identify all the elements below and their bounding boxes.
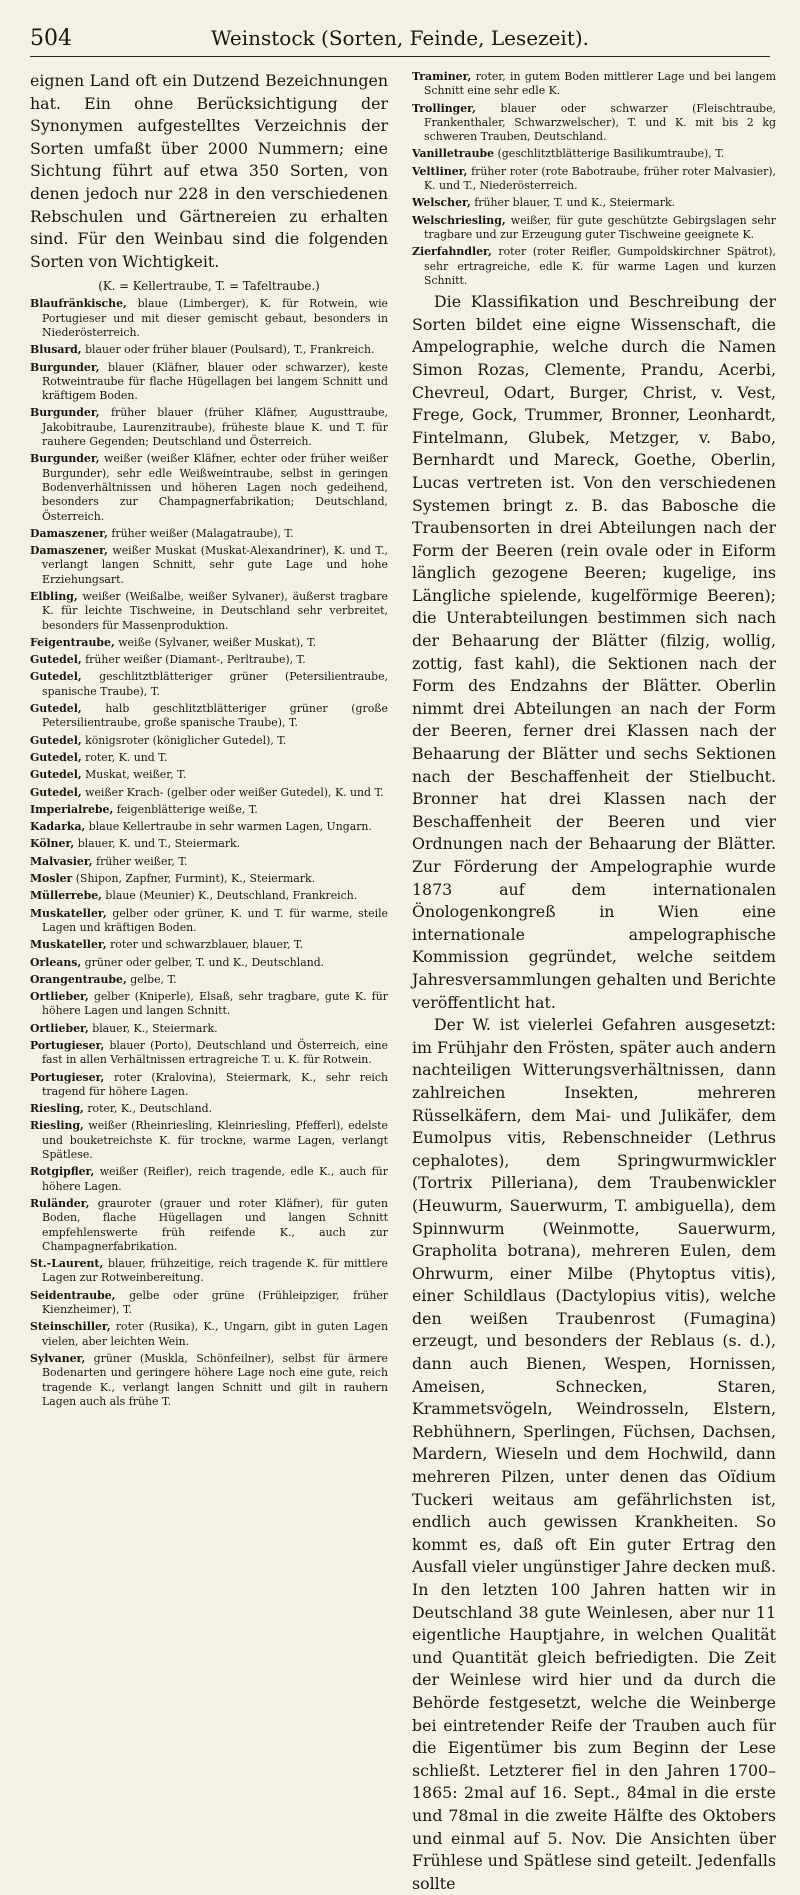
variety-entry	[30, 820, 388, 834]
variety-description: gelber (Kniperle), Elsaß, sehr tragbare, gute K. für höhere Lagen und langen Schnitt.	[42, 990, 388, 1018]
variety-entry	[30, 343, 388, 357]
variety-description: früher weißer (Malagatraube), T.	[111, 526, 294, 540]
variety-name: Gutedel,	[30, 768, 82, 782]
page-header	[30, 22, 770, 57]
intro-paragraph: eignen Land oft ein Dutzend Bezeichnungen hat. Ein ohne Berücksichtigung der Synonymen aufgestelltes Verzeichnis der Sorten umfaßt über 2000 Nummern; eine Sichtung führt auf etwa 350 Sorten, von denen jedoch nur 228 in den verschiedenen Rebschulen und Gärtnereien zu erhalten sind. Für den Weinbau sind die folgenden Sorten von Wichtigkeit.	[30, 71, 388, 271]
variety-name: Damaszener,	[30, 544, 108, 558]
variety-entry	[30, 855, 388, 869]
variety-entry	[30, 1119, 388, 1162]
variety-name: Riesling,	[30, 1102, 84, 1116]
variety-description: feigenblätterige weiße, T.	[116, 802, 258, 816]
abbreviation-legend: (K. = Kellertraube, T. = Tafeltraube.)	[98, 279, 320, 294]
variety-entry	[30, 670, 388, 699]
variety-entry	[30, 751, 388, 765]
variety-entry	[30, 1352, 388, 1409]
variety-name: Welschriesling,	[412, 213, 506, 227]
variety-name: Muskateller,	[30, 938, 107, 952]
variety-entry	[30, 702, 388, 731]
variety-description: weißer (Weißalbe, weißer Sylvaner), äußerst tragbare K. für leichte Tischweine, in Deutschland sehr verbreitet, besonders für Massenproduktion.	[42, 589, 389, 632]
variety-description: blaue (Meunier) K., Deutschland, Frankreich.	[105, 889, 358, 903]
variety-description: weißer (Reifler), reich tragende, edle K., auch für höhere Lagen.	[42, 1165, 388, 1193]
right-column	[412, 70, 777, 1893]
variety-entry	[30, 1257, 388, 1286]
variety-description: blauer, K. und T., Steiermark.	[77, 837, 241, 851]
variety-name: Elbling,	[30, 589, 78, 603]
variety-name: Welscher,	[412, 196, 471, 210]
variety-entry	[30, 803, 388, 817]
variety-entry	[412, 245, 776, 288]
variety-name: Burgunder,	[30, 360, 100, 374]
variety-name: Gutedel,	[30, 785, 82, 799]
variety-entry	[30, 973, 388, 987]
variety-description: roter (roter Reifler, Gumpoldskirchner Spätrot), sehr ertragreiche, edle K. für warme Lagen und kurzen Schnitt.	[424, 245, 776, 287]
variety-description: gelbe oder grüne (Frühleipziger, früher Kienzheimer), T.	[42, 1288, 388, 1317]
variety-entry	[30, 636, 388, 650]
variety-description: roter, K., Deutschland.	[87, 1102, 213, 1116]
variety-entry	[30, 1320, 388, 1349]
variety-description: gelbe, T.	[130, 972, 177, 986]
variety-name: Mosler	[30, 872, 73, 886]
variety-name: Orangentraube,	[30, 972, 127, 986]
variety-description: blaue Kellertraube in sehr warmen Lagen, Ungarn.	[88, 820, 372, 834]
pests-paragraph: Der W. ist vielerlei Gefahren ausgesetzt: im Frühjahr den Frösten, später auch andern nachteiligen Witterungsverhältnissen, dann zahlreichen Insekten, mehreren Rüsselkäfern, dem Mai- und Julikäfer, dem Eumolpus vitis, Rebenschneider (Lethrus cephalotes), dem Springwurmwickler (Tortrix Pilleriana), dem Traubenwickler (Heuwurm, Sauerwurm, T. ambiguella), dem Spinnwurm (Weinmotte, Sauerwurm, Grapholita botrana), mehreren Eulen, dem Ohrwurm, einer Milbe (Phytoptus vitis), einer Schildlaus (Dactylopius vitis), welche den weißen Traubenrost (Fumagina) erzeugt, und besonders der Reblaus (s. d.), dann auch Bienen, Wespen, Hornissen, Ameisen, Schnecken, Staren, Krammetsvögeln, Weindrosseln, Elstern, Rebhühnern, Sperlingen, Füchsen, Dachsen, Mardern, Wieseln und dem Hochwild, dann mehreren Pilzen, unter denen das Oïdium Tuckeri weitaus am gefährlichsten ist, endlich auch gewissen Krankheiten. So kommt es, daß oft Ein guter Ertrag den Ausfall vieler ungünstiger Jahre decken muß. In den letzten 100 Jahren hatten wir in Deutschland 38 gute Weinlesen, aber nur 11 eigentliche Hauptjahre, in welchen Qualität und Quantität gleich befriedigten. Die Zeit der Weinlese wird hier und da durch die Behörde festgesetzt, welche die Weinberge bei eintretender Reife der Trauben auch für die Eigentümer bis zum Beginn der Lese schließt. Letzterer fiel in den Jahren 1700–1865: 2mal auf 16. Sept., 84mal in die erste und 78mal in die zweite Hälfte des Oktobers und einmal auf 5. Nov. Die Ansichten über Frühlese und Spätlese sind geteilt. Jedenfalls sollte	[412, 1015, 776, 1893]
variety-name: Steinschiller,	[30, 1320, 111, 1334]
variety-entry	[412, 147, 776, 161]
variety-name: Ruländer,	[30, 1196, 90, 1210]
page-number: 504	[30, 26, 72, 51]
variety-description: blauer oder schwarzer (Fleischtraube, Frankenthaler, Schwarzwelscher), T. und K. mit bis 2 kg schweren Trauben, Deutschland.	[424, 101, 776, 144]
variety-entry	[30, 406, 388, 449]
variety-entry	[30, 544, 388, 587]
variety-entry	[30, 1022, 388, 1036]
variety-entry	[412, 214, 776, 243]
variety-entry	[30, 590, 388, 633]
variety-entry	[30, 734, 388, 748]
variety-description: grauroter (grauer und roter Kläfner), für guten Boden, flache Hügellagen und langen Schnitt empfehlenswerte früh reifende K., auch zur Champagnerfabrikation.	[42, 1196, 388, 1253]
variety-name: Kadarka,	[30, 820, 86, 834]
variety-name: Riesling,	[30, 1119, 84, 1133]
variety-name: Burgunder,	[30, 452, 100, 466]
variety-entry	[30, 889, 388, 903]
variety-description: weißer Muskat (Muskat-Alexandriner), K. und T., verlangt langen Schnitt, sehr gute Lage und hohe Erziehungsart.	[42, 544, 388, 586]
variety-name: Kölner,	[30, 837, 75, 851]
variety-name: Orleans,	[30, 955, 82, 969]
variety-name: St.-Laurent,	[30, 1257, 104, 1271]
variety-name: Blusard,	[30, 343, 82, 357]
variety-name: Zierfahndler,	[412, 245, 492, 259]
variety-entry	[30, 361, 388, 404]
variety-entry	[30, 956, 388, 970]
variety-description: früher weißer (Diamant-, Perltraube), T.	[85, 653, 306, 667]
variety-name: Blaufränkische,	[30, 297, 127, 311]
ampelography-paragraph: Die Klassifikation und Beschreibung der Sorten bildet eine eigne Wissenschaft, die Ampelographie, welche durch die Namen Simon Rozas, Clemente, Prandu, Acerbi, Chevreul, Odart, Burger, Christ, v. Vest, Frege, Gock, Trummer, Bronner, Leonhardt, Fintelmann, Glubek, Metzger, v. Babo, Bernhardt und Mareck, Goethe, Oberlin, Lucas vertreten ist. Von den verschiedenen Systemen bringt z. B. das Babosche die Traubensorten in drei Abteilungen nach der Form der Beeren (rein ovale oder in Eiform länglich gezogene Beeren; kugelige, ins Längliche spielende, kugelförmige Beeren); die Unterabteilungen bestimmen sich nach der Behaarung der Blätter (filzig, wollig, zottig, fast kahl), die Sektionen nach der Form des Endzahns der Blätter. Oberlin nimmt drei Abteilungen an nach der Form der Beeren, ferner drei Klassen nach der Behaarung der Blätter und sechs Sektionen nach der Beschaffenheit der Stielbucht. Bronner hat drei Klassen nach der Beschaffenheit der Beeren und vier Ordnungen nach der Behaarung der Blätter. Zur Förderung der Ampelographie wurde 1873 auf dem internationalen Önologenkongreß in Wien eine internationale ampelographische Kommission gegründet, welche seitdem Jahresversammlungen gehalten und Berichte veröffentlicht hat.	[412, 292, 776, 1012]
variety-entry	[412, 165, 776, 194]
variety-description: blauer (Porto), Deutschland und Österreich, eine fast in allen Verhältnissen ertragreiche T. u. K. für Rotwein.	[42, 1039, 388, 1067]
variety-entry	[30, 1197, 388, 1254]
variety-name: Vanilletraube	[412, 147, 495, 161]
variety-description: blauer, frühzeitige, reich tragende K. für mittlere Lagen zur Rotweinbereitung.	[42, 1257, 388, 1285]
variety-description: blauer (Kläfner, blauer oder schwarzer), keste Rotweintraube für flache Hügellagen bei langem Schnitt und kräftigem Boden.	[42, 360, 388, 403]
left-column	[30, 70, 389, 1408]
variety-name: Veltliner,	[412, 164, 468, 178]
variety-name: Gutedel,	[30, 670, 82, 684]
variety-list-left	[30, 297, 388, 1409]
variety-description: roter und schwarzblauer, blauer, T.	[110, 938, 304, 952]
variety-description: Muskat, weißer, T.	[85, 768, 187, 782]
variety-name: Rotgipfler,	[30, 1165, 95, 1179]
variety-description: grüner oder gelber, T. und K., Deutschland.	[84, 955, 325, 969]
variety-entry	[412, 196, 776, 210]
variety-entry	[30, 653, 388, 667]
variety-name: Ortlieber,	[30, 1021, 89, 1035]
variety-name: Müllerrebe,	[30, 889, 102, 903]
running-head: Weinstock (Sorten, Feinde, Lesezeit).	[210, 26, 590, 50]
variety-name: Gutedel,	[30, 653, 82, 667]
variety-entry	[30, 1102, 388, 1116]
variety-description: blauer, K., Steiermark.	[92, 1021, 218, 1035]
variety-entry	[30, 1289, 388, 1318]
variety-description: weißer (weißer Kläfner, echter oder früher weißer Burgunder), sehr edle Weißweintraube, selbst in geringen Bodenverhältnissen und höheren Lagen noch gedeihend, besonders zur Champagnerfabrikation; Deutschland, Österreich.	[42, 452, 388, 523]
variety-entry	[30, 938, 388, 952]
variety-name: Portugieser,	[30, 1070, 105, 1084]
variety-name: Imperialrebe,	[30, 802, 114, 816]
variety-description: halb geschlitztblätteriger grüner (große Petersilientraube, große spanische Traube), T.	[42, 702, 388, 730]
variety-description: roter (Kralovina), Steiermark, K., sehr reich tragend für höhere Lagen.	[42, 1070, 388, 1098]
variety-entry	[30, 768, 388, 782]
variety-name: Burgunder,	[30, 406, 100, 420]
variety-name: Sylvaner,	[30, 1351, 86, 1365]
variety-list-right	[412, 70, 776, 288]
variety-description: blaue (Limberger), K. für Rotwein, wie Portugieser und mit dieser gemischt gebaut, besonders in Niederösterreich.	[42, 297, 388, 339]
variety-description: blauer oder früher blauer (Poulsard), T., Frankreich.	[85, 343, 375, 357]
variety-entry	[412, 70, 776, 99]
variety-description: königsroter (königlicher Gutedel), T.	[85, 733, 287, 747]
variety-entry	[30, 837, 388, 851]
variety-name: Gutedel,	[30, 702, 82, 716]
variety-name: Seidentraube,	[30, 1288, 116, 1302]
variety-description: roter, K. und T.	[85, 750, 168, 764]
variety-name: Damaszener,	[30, 526, 108, 540]
variety-entry	[412, 102, 776, 145]
variety-description: weiße (Sylvaner, weißer Muskat), T.	[118, 635, 317, 649]
variety-description: früher blauer (früher Kläfner, Augusttraube, Jakobitraube, Laurenzitraube), früheste blaue K. und T. für rauhere Gegenden; Deutschland und Österreich.	[42, 406, 388, 449]
variety-description: früher weißer, T.	[96, 854, 188, 868]
variety-description: grüner (Muskla, Schönfeilner), selbst für ärmere Bodenarten und geringere höhere Lage noch eine gute, reich tragende K., verlangt langen Schnitt und gilt in rauhern Lagen auch als frühe T.	[42, 1351, 389, 1408]
variety-name: Portugieser,	[30, 1039, 105, 1052]
variety-description: weißer, für gute geschützte Gebirgslagen sehr tragbare und zur Erzeugung guter Tischweine geeignete K.	[424, 213, 777, 241]
variety-name: Gutedel,	[30, 750, 82, 764]
variety-name: Feigentraube,	[30, 635, 115, 649]
variety-entry	[30, 1039, 388, 1068]
variety-entry	[30, 527, 388, 541]
variety-name: Ortlieber,	[30, 990, 89, 1004]
variety-entry	[30, 907, 388, 936]
variety-name: Malvasier,	[30, 854, 93, 868]
variety-name: Gutedel,	[30, 733, 82, 747]
variety-entry	[30, 452, 388, 523]
variety-entry	[30, 1165, 388, 1194]
variety-entry	[30, 990, 388, 1019]
variety-description: roter (Rusika), K., Ungarn, gibt in guten Lagen vielen, aber leichten Wein.	[42, 1320, 388, 1348]
variety-entry	[30, 1071, 388, 1100]
variety-description: weißer (Rheinriesling, Kleinriesling, Pfefferl), edelste und bouketreichste K. für trockne, warme Lagen, verlangt Spätlese.	[42, 1119, 388, 1162]
variety-entry	[30, 786, 388, 800]
variety-description: (Shipon, Zapfner, Furmint), K., Steiermark.	[75, 872, 316, 886]
variety-description: roter, in gutem Boden mittlerer Lage und bei langem Schnitt eine sehr edle K.	[424, 70, 777, 98]
variety-name: Muskateller,	[30, 906, 107, 920]
variety-description: (geschlitztblätterige Basilikumtraube), T.	[497, 147, 725, 161]
variety-description: früher roter (rote Babotraube, früher roter Malvasier), K. und T., Niederösterreich.	[424, 164, 776, 193]
variety-description: gelber oder grüner, K. und T. für warme, steile Lagen und kräftigen Boden.	[42, 906, 388, 934]
variety-entry	[30, 297, 388, 340]
variety-description: weißer Krach- (gelber oder weißer Gutedel), K. und T.	[85, 785, 384, 799]
variety-description: früher blauer, T. und K., Steiermark.	[474, 196, 676, 210]
variety-entry	[30, 872, 388, 886]
variety-name: Trollinger,	[412, 101, 476, 115]
variety-description: geschlitztblätteriger grüner (Petersilientraube, spanische Traube), T.	[42, 670, 388, 698]
variety-name: Traminer,	[412, 70, 472, 83]
